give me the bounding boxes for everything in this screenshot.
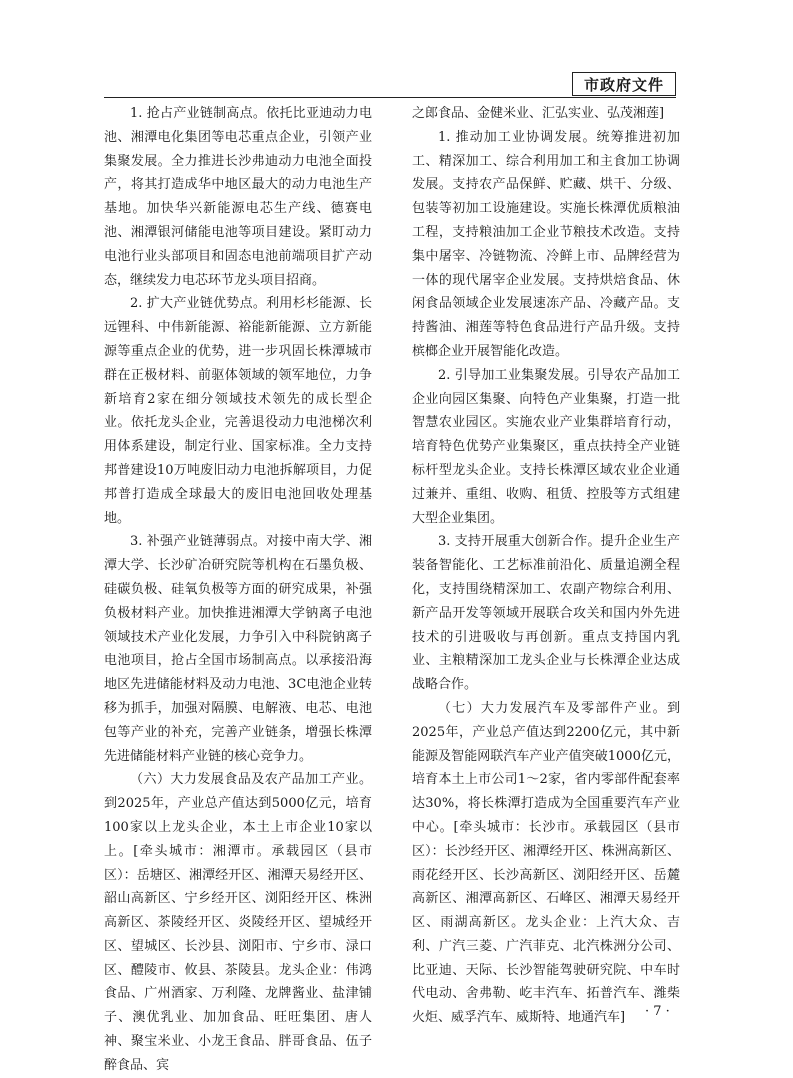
paragraph: 1. 推动加工业协调发展。统筹推进初加工、精深加工、综合利用加工和主食加工协调发展。支持农产品保鲜、贮藏、烘干、分级、包装等初加工设施建设。实施长株潭优质粮油工程，支持粮油加工企业节粮技术改造。支持集中屠宰、冷链物流、冷鲜上市、品牌经营为一体的现代屠宰企业发展。支持烘焙食品、休闲食品领域企业发展速冻产品、冷藏产品。支持酱油、湘莲等特色食品进行产品升级。支持槟榔企业开展智能化改造。 [412,129,680,359]
paragraph: 3. 支持开展重大创新合作。提升企业生产装备智能化、工艺标准前沿化、质量追溯全程化，支持围绕精深加工、农副产物综合利用、新产品开发等领域开展联合攻关和国内外先进技术的引进吸收与再创新。重点支持国内乳业、主粮精深加工龙头企业与长株潭企业达成战略合作。 [412,534,680,693]
section-tag: 市政府文件 [572,72,676,96]
paragraph: 2. 扩大产业链优势点。利用杉杉能源、长远锂科、中伟新能源、裕能新能源、立方新能源等重点企业的优势，进一步巩固长株潭城市群在正极材料、前驱体领域的领军地位，力争新培育2家在细分领域技术领先的成长型企业。依托龙头企业，完善退役动力电池梯次利用体系建设，制定行业、国家标准。全力支持邦普建设10万吨废旧动力电池拆解项目，力促邦普打造成全球最大的废旧电池回收处理基地。 [104,296,372,526]
paragraph: （六）大力发展食品及农产品加工产业。到2025年，产业总产值达到5000亿元，培育100家以上龙头企业，本土上市企业10家以上。[牵头城市：湘潭市。承载园区（县市区）：岳塘区、湘潭经开区、湘潭天易经开区、韶山高新区、宁乡经开区、浏阳经开区、株洲高新区、茶陵经开区、炎陵经开区、望城经开区、望城区、长沙县、浏阳市、宁乡市、渌口区、醴陵市、攸县、茶陵县。龙头企业：伟鸿食品、广州酒家、万利隆、龙牌酱业、盐津铺子、澳优乳业、加加食品、旺旺集团、唐人神、聚宝米业、小龙王食品、胖哥食品、伍子醉食品、宾 [104,772,372,1073]
paragraph: 1. 抢占产业链制高点。依托比亚迪动力电池、湘潭电化集团等电芯重点企业，引领产业集聚发展。全力推进长沙弗迪动力电池全面投产，将其打造成华中地区最大的动力电池生产基地。加快华兴新能源电芯生产线、德赛电池、湘潭银河储能电池等项目建设。紧盯动力电池行业头部项目和固态电池前端项目扩产动态，继续发力电芯环节龙头项目招商。 [104,106,372,288]
right-column [412,102,680,1030]
paragraph: 2. 引导加工业集聚发展。引导农产品加工企业向园区集聚、向特色产业集聚，打造一批智慧农业园区。实施农业产业集群培育行动，培育特色优势产业集聚区，重点扶持全产业链标杆型龙头企业。支持长株潭区域农业企业通过兼并、重组、收购、租赁、控股等方式组建大型企业集团。 [412,367,680,526]
header-rule [104,97,676,98]
paragraph: 3. 补强产业链薄弱点。对接中南大学、湘潭大学、长沙矿冶研究院等机构在石墨负极、硅碳负极、硅氧负极等方面的研究成果，补强负极材料产业。加快推进湘潭大学钠离子电池领域技术产业化发展，力争引入中科院钠离子电池项目，抢占全国市场制高点。以承接沿海地区先进储能材料及动力电池、3C电池企业转移为抓手，加强对隔膜、电解液、电芯、电池包等产业的补充，完善产业链条，增强长株潭先进储能材料产业链的核心竞争力。 [104,534,372,764]
paragraph-continuation: 之郎食品、金健米业、汇弘实业、弘茂湘莲] [412,106,665,121]
left-column [104,102,372,1078]
page-number: · 7 · [645,1004,670,1019]
paragraph: （七）大力发展汽车及零部件产业。到2025年，产业总产值达到2200亿元，其中新能源及智能网联汽车产业产值突破1000亿元，培育本土上市公司1～2家，省内零部件配套率达30%，将长株潭打造成为全国重要汽车产业中心。[牵头城市：长沙市。承载园区（县市区）：长沙经开区、湘潭经开区、株洲高新区、雨花经开区、长沙高新区、浏阳经开区、岳麓高新区、湘潭高新区、石峰区、湘潭天易经开区、雨湖高新区。龙头企业：上汽大众、吉利、广汽三菱、广汽菲克、北汽株洲分公司、比亚迪、天际、长沙智能驾驶研究院、中车时代电动、舍弗勒、屹丰汽车、拓普汽车、潍柴火炬、威孚汽车、威斯特、地通汽车] [412,700,680,1026]
